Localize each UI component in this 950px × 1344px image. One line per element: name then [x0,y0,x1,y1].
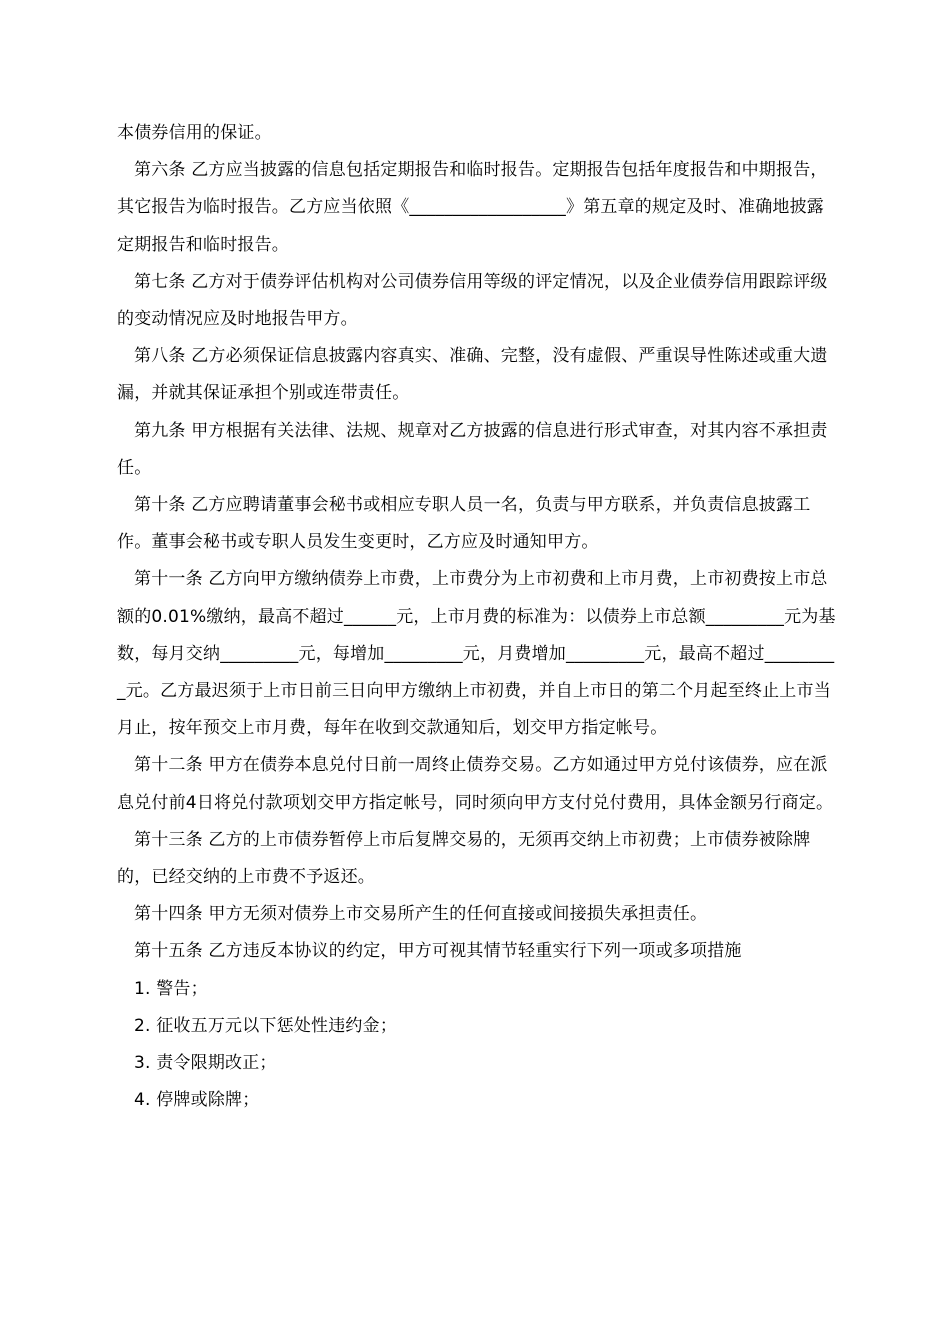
article-15: 第十五条 乙方违反本协议的约定，甲方可视其情节轻重实行下列一项或多项措施 [134,941,742,962]
list-item: 4. 停牌或除牌； [134,1090,260,1111]
article-6: 第六条 乙方应当披露的信息包括定期报告和临时报告。定期报告包括年度报告和中期报告，其它报告为临时报告。乙方应当依照《__________________》第五章的规定及时、准确地披露定期报告和临时报告。 [117,160,828,255]
article-9: 第九条 甲方根据有关法律、法规、规章对乙方披露的信息进行形式审查，对其内容不承担责任。 [117,420,828,478]
list-item: 1. 警告； [134,978,208,999]
document-page [117,115,839,1119]
article-13: 第十三条 乙方的上市债券暂停上市后复牌交易的，无须再交纳上市初费；上市债券被除牌的，已经交纳的上市费不予返还。 [117,829,811,888]
article-12: 第十二条 甲方在债券本息兑付日前一周终止债券交易。乙方如通过甲方兑付该债券，应在派息兑付前4日将兑付款项划交甲方指定帐号，同时须向甲方支付兑付费用，具体金额另行商定。 [117,755,834,813]
list-item: 3. 责令限期改正； [134,1053,277,1074]
article-7: 第七条 乙方对于债券评估机构对公司债券信用等级的评定情况，以及企业债券信用跟踪评级的变动情况应及时地报告甲方。 [117,271,828,330]
article-14: 第十四条 甲方无须对债券上市交易所产生的任何直接或间接损失承担责任。 [134,904,708,925]
article-10: 第十条 乙方应聘请董事会秘书或相应专职人员一名，负责与甲方联系，并负责信息披露工作。董事会秘书或专职人员发生变更时，乙方应及时通知甲方。 [117,495,811,553]
article-8: 第八条 乙方必须保证信息披露内容真实、准确、完整，没有虚假、严重误导性陈述或重大遗漏，并就其保证承担个别或连带责任。 [117,346,828,404]
paragraph-continuation: 本债券信用的保证。 [117,123,272,143]
list-item: 2. 征收五万元以下惩处性违约金； [134,1015,398,1036]
article-11: 第十一条 乙方向甲方缴纳债券上市费，上市费分为上市初费和上市月费，上市初费按上市总额的0.01%缴纳，最高不超过______元，上市月费的标准为：以债券上市总额_________元为基数，每月交纳_________元，每增加_________元，月费增加_________元，最高不超过_________元。乙方最迟须于上市日前三日向甲方缴纳上市初费，并自上市日的第二个月起至终止上市当月止，按年预交上市月费，每年在收到交款通知后，划交甲方指定帐号。 [117,569,836,739]
